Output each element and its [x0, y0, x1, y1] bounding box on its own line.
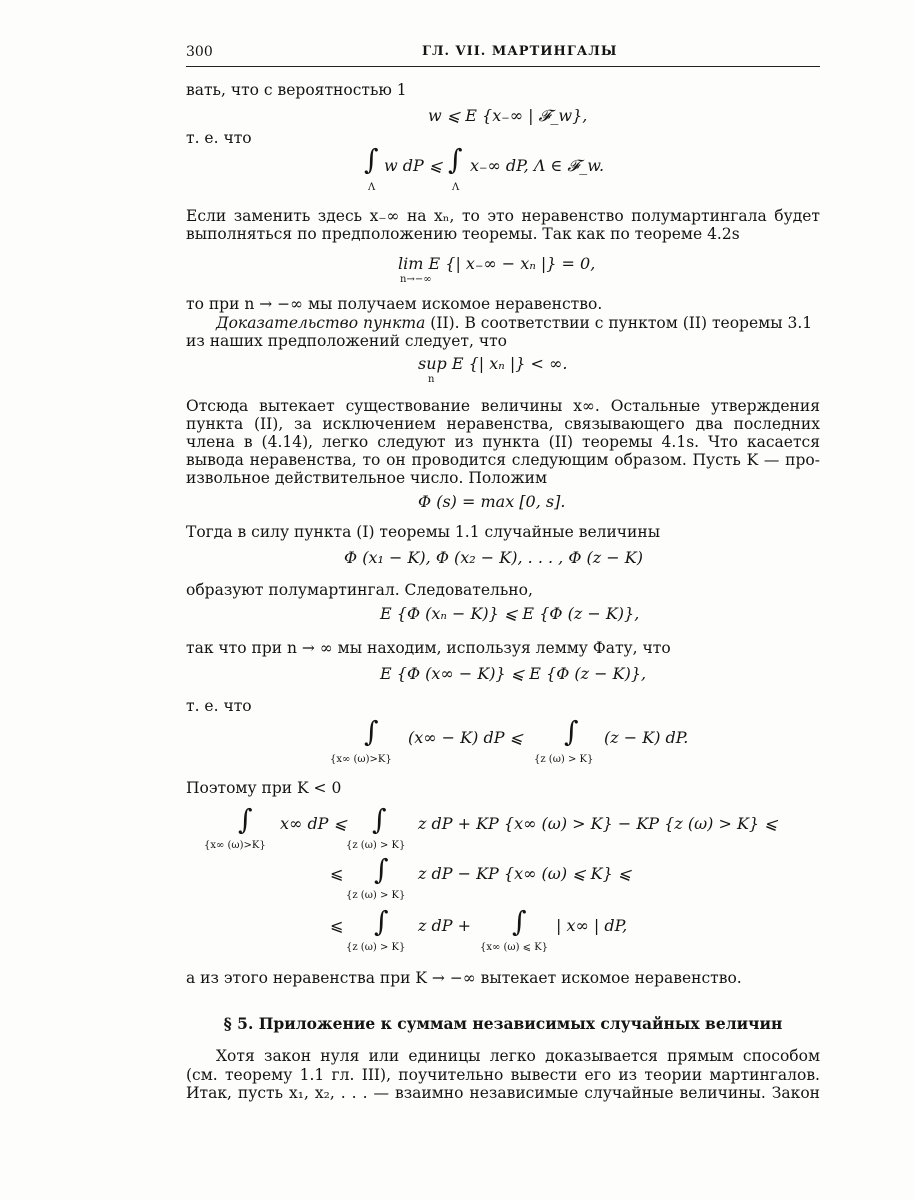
- text-line: образуют полумартингал. Следовательно,: [186, 581, 533, 599]
- text-fragment: (II). В соответствии с пунктом (II) теоремы 3.1: [425, 314, 813, 332]
- chapter-title: ГЛ. VII. МАРТИНГАЛЫ: [422, 44, 618, 59]
- text-line: так что при n → ∞ мы находим, используя лемму Фату, что: [186, 639, 671, 657]
- integral-sign: ∫: [372, 803, 387, 836]
- formula-sequence: Φ (x₁ − K), Φ (x₂ − K), . . . , Φ (z − K): [344, 548, 643, 567]
- integral-domain: {x∞ (ω) ⩽ K}: [480, 942, 549, 953]
- integral-sign: ∫: [364, 143, 379, 176]
- text-line: извольное действительное число. Положим: [186, 469, 548, 487]
- text-line: выполняться по предположению теоремы. Так как по теореме 4.2s: [186, 225, 740, 243]
- text-line: Итак, пусть x₁, x₂, . . . — взаимно независимые случайные величины. Закон: [186, 1084, 820, 1102]
- integral-domain: Λ: [452, 182, 460, 193]
- integral-sign: ∫: [448, 143, 463, 176]
- integral-domain: {z (ω) > K}: [346, 890, 406, 901]
- text-line: [186, 313, 820, 333]
- formula-expectation-n: E {Φ (xₙ − K)} ⩽ E {Φ (z − K)},: [380, 604, 640, 623]
- text-line: то при n → −∞ мы получаем искомое неравенство.: [186, 295, 603, 313]
- integral-sign: ∫: [364, 715, 379, 748]
- integral-domain: {z (ω) > K}: [346, 942, 406, 953]
- formula-part: (x∞ − K) dP ⩽: [408, 728, 523, 747]
- formula-sup: sup E {| xₙ |} < ∞.: [418, 354, 568, 373]
- formula-lhs: w dP ⩽: [384, 156, 443, 175]
- limit-subscript: n→−∞: [400, 274, 432, 285]
- formula-part: z dP + KP {x∞ (ω) > K} − KP {z (ω) > K} ⩽: [418, 814, 778, 833]
- formula-part: | x∞ | dP,: [556, 916, 628, 935]
- text-line: вать, что с вероятностью 1: [186, 81, 407, 99]
- inequality-sign: ⩽: [330, 864, 344, 883]
- formula-phi-definition: Φ (s) = max [0, s].: [418, 492, 566, 511]
- text-line: вывода неравенства, то он проводится следующим образом. Пусть K — про-: [186, 451, 820, 469]
- text-line: (см. теорему 1.1 гл. III), поучительно вывести его из теории мартингалов.: [186, 1066, 820, 1084]
- integral-sign: ∫: [374, 853, 389, 886]
- formula-expectation-infinity: E {Φ (x∞ − K)} ⩽ E {Φ (z − K)},: [380, 664, 647, 683]
- text-line: Поэтому при K < 0: [186, 779, 342, 797]
- text-line: из наших предположений следует, что: [186, 332, 507, 350]
- running-header: [186, 40, 820, 67]
- integral-domain: {x∞ (ω)>K}: [204, 840, 266, 851]
- integral-domain: {z (ω) > K}: [346, 840, 406, 851]
- formula-rhs: x₋∞ dP, Λ ∈ 𝓕_w.: [470, 156, 605, 175]
- integral-domain: {z (ω) > K}: [534, 754, 594, 765]
- text-line: Если заменить здесь x₋∞ на xₙ, то это неравенство полумартингала будет: [186, 207, 820, 225]
- section-heading: § 5. Приложение к суммам независимых случайных величин: [223, 1014, 783, 1033]
- text-line: Отсюда вытекает существование величины x∞. Остальные утверждения: [186, 397, 820, 415]
- formula-part: z dP − KP {x∞ (ω) ⩽ K} ⩽: [418, 864, 632, 883]
- text-line: члена в (4.14), легко следуют из пункта (II) теоремы 4.1s. Что касается: [186, 433, 820, 451]
- text-line: а из этого неравенства при K → −∞ вытекает искомое неравенство.: [186, 969, 742, 987]
- integral-sign: ∫: [374, 905, 389, 938]
- proof-heading: Доказательство пункта: [216, 314, 426, 332]
- text-line: Тогда в силу пункта (I) теоремы 1.1 случайные величины: [186, 523, 661, 541]
- sup-subscript: n: [428, 374, 435, 385]
- inequality-sign: ⩽: [330, 916, 344, 935]
- formula-part: x∞ dP ⩽: [280, 814, 347, 833]
- integral-sign: ∫: [238, 803, 253, 836]
- integral-domain: {x∞ (ω)>K}: [330, 754, 392, 765]
- formula-limit: lim E {| x₋∞ − xₙ |} = 0,: [398, 254, 596, 273]
- text-line: пункта (II), за исключением неравенства, связывающего два последних: [186, 415, 820, 433]
- integral-sign: ∫: [512, 905, 527, 938]
- formula-part: z dP +: [418, 916, 472, 935]
- formula-conditional-expectation: w ⩽ E {x₋∞ | 𝓕_w},: [428, 106, 588, 125]
- text-line: т. е. что: [186, 697, 252, 715]
- text-line: Хотя закон нуля или единицы легко доказывается прямым способом: [216, 1047, 820, 1065]
- integral-domain: Λ: [368, 182, 376, 193]
- integral-sign: ∫: [564, 715, 579, 748]
- page-number: 300: [186, 44, 213, 60]
- formula-part: (z − K) dP.: [604, 728, 689, 747]
- text-line: т. е. что: [186, 129, 252, 147]
